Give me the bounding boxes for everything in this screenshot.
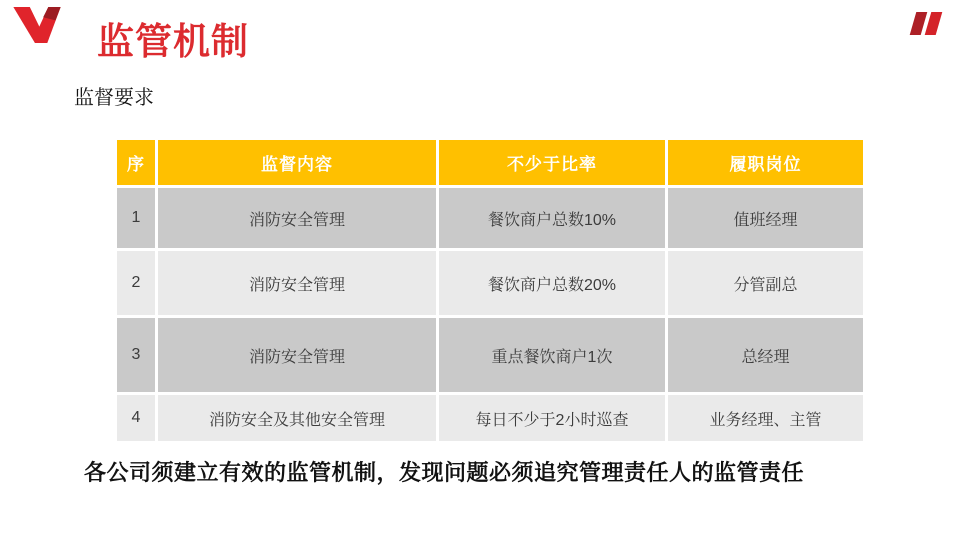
table-cell: 总经理 <box>667 317 865 394</box>
table-cell: 餐饮商户总数10% <box>438 187 667 250</box>
page-title: 监管机制 <box>97 21 249 62</box>
table-cell: 4 <box>116 394 157 443</box>
section-subtitle: 监督要求 <box>74 87 154 109</box>
double-slash-icon <box>911 12 947 36</box>
slash-right <box>925 12 943 35</box>
table-row <box>116 394 865 443</box>
column-header-position: 履职岗位 <box>667 139 865 187</box>
table-row <box>116 317 865 394</box>
v-logo-icon <box>13 7 61 43</box>
table-cell: 消防安全管理 <box>157 317 438 394</box>
table-cell: 值班经理 <box>667 187 865 250</box>
table-cell: 餐饮商户总数20% <box>438 250 667 317</box>
column-header-content: 监督内容 <box>157 139 438 187</box>
table-cell: 每日不少于2小时巡查 <box>438 394 667 443</box>
table-row <box>116 250 865 317</box>
column-header-seq: 序 <box>116 139 157 187</box>
table-row <box>116 187 865 250</box>
supervision-table <box>114 137 866 444</box>
table-cell: 消防安全管理 <box>157 187 438 250</box>
table-header-row <box>116 139 865 187</box>
column-header-ratio: 不少于比率 <box>438 139 667 187</box>
table-cell: 业务经理、主管 <box>667 394 865 443</box>
table-cell: 消防安全及其他安全管理 <box>157 394 438 443</box>
footer-note: 各公司须建立有效的监管机制，发现问题必须追究管理责任人的监管责任 <box>84 460 805 485</box>
table-cell: 2 <box>116 250 157 317</box>
table-cell: 3 <box>116 317 157 394</box>
table-cell: 重点餐饮商户1次 <box>438 317 667 394</box>
table-cell: 1 <box>116 187 157 250</box>
table-cell: 消防安全管理 <box>157 250 438 317</box>
table-cell: 分管副总 <box>667 250 865 317</box>
